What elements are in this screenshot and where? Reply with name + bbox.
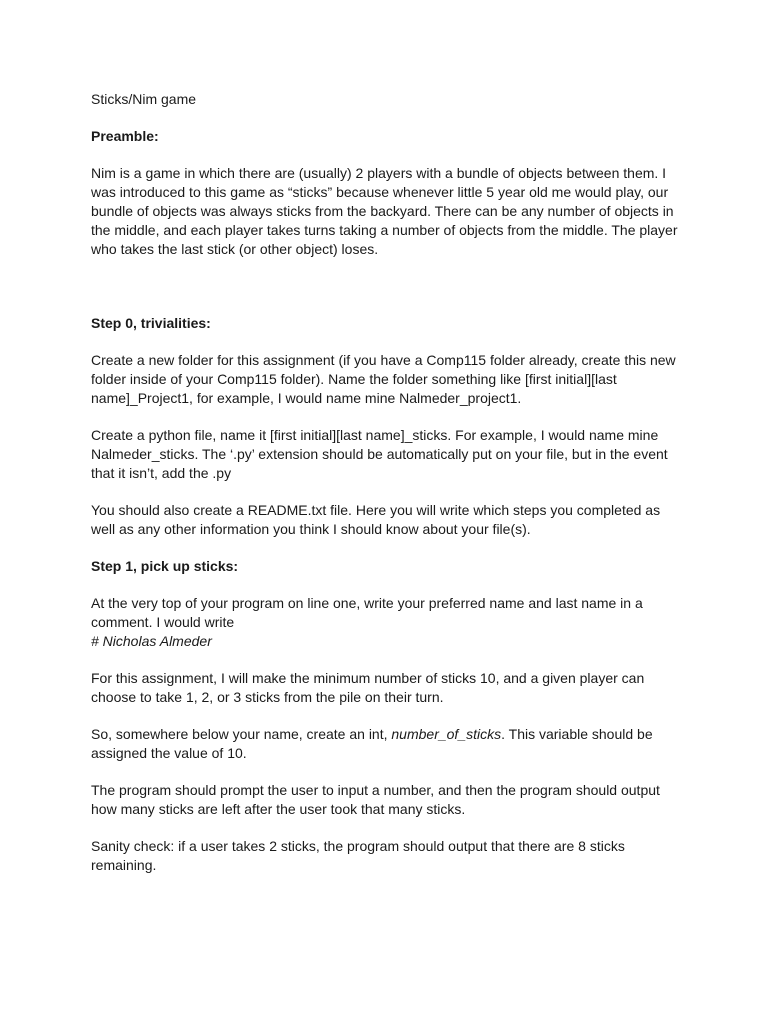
step1-variable-name: number_of_sticks — [391, 726, 502, 742]
document-body — [91, 90, 681, 875]
step1-comment-instruction: At the very top of your program on line one, write your preferred name and last name in a comment. I would write — [91, 595, 643, 630]
step1-comment-example: # Nicholas Almeder — [91, 633, 212, 649]
step1-paragraph-rules: For this assignment, I will make the minimum number of sticks 10, and a given player can choose to take 1, 2, or 3 sticks from the pile on their turn. — [91, 670, 645, 705]
step0-paragraph-python-file: Create a python file, name it [first initial][last name]_sticks. For example, I would name mine Nalmeder_sticks. The ‘.py’ extension should be automatically put on your file, but in the event that it isn’t, add the .py — [91, 427, 668, 481]
step1-variable-text-after: . This variable should be assigned the value of 10. — [91, 726, 653, 761]
step1-heading: Step 1, pick up sticks: — [91, 558, 239, 574]
step1-variable-text-before: So, somewhere below your name, create an int, — [91, 726, 392, 742]
step1-paragraph-comment — [91, 594, 681, 651]
preamble-heading: Preamble: — [91, 128, 159, 144]
doc-title: Sticks/Nim game — [91, 91, 197, 107]
preamble-paragraph: Nim is a game in which there are (usually) 2 players with a bundle of objects between them. I was introduced to this game as “sticks” because whenever little 5 year old me would play, our bundle of objects was always sticks from the backyard. There can be any number of objects in the middle, and each player takes turns taking a number of objects from the middle. The player who takes the last stick (or other object) loses. — [91, 165, 678, 257]
step0-heading: Step 0, trivialities: — [91, 315, 211, 331]
step1-paragraph-variable — [91, 725, 681, 763]
step1-paragraph-prompt: The program should prompt the user to input a number, and then the program should output how many sticks are left after the user took that many sticks. — [91, 782, 660, 817]
step0-paragraph-folder: Create a new folder for this assignment (if you have a Comp115 folder already, create this new folder inside of your Comp115 folder). Name the folder something like [first initial][last name]_Project1, for example, I would name mine Nalmeder_project1. — [91, 352, 676, 406]
step0-paragraph-readme: You should also create a README.txt file. Here you will write which steps you completed as well as any other information you think I should know about your file(s). — [91, 502, 661, 537]
step1-paragraph-sanity-check: Sanity check: if a user takes 2 sticks, the program should output that there are 8 sticks remaining. — [91, 838, 625, 873]
